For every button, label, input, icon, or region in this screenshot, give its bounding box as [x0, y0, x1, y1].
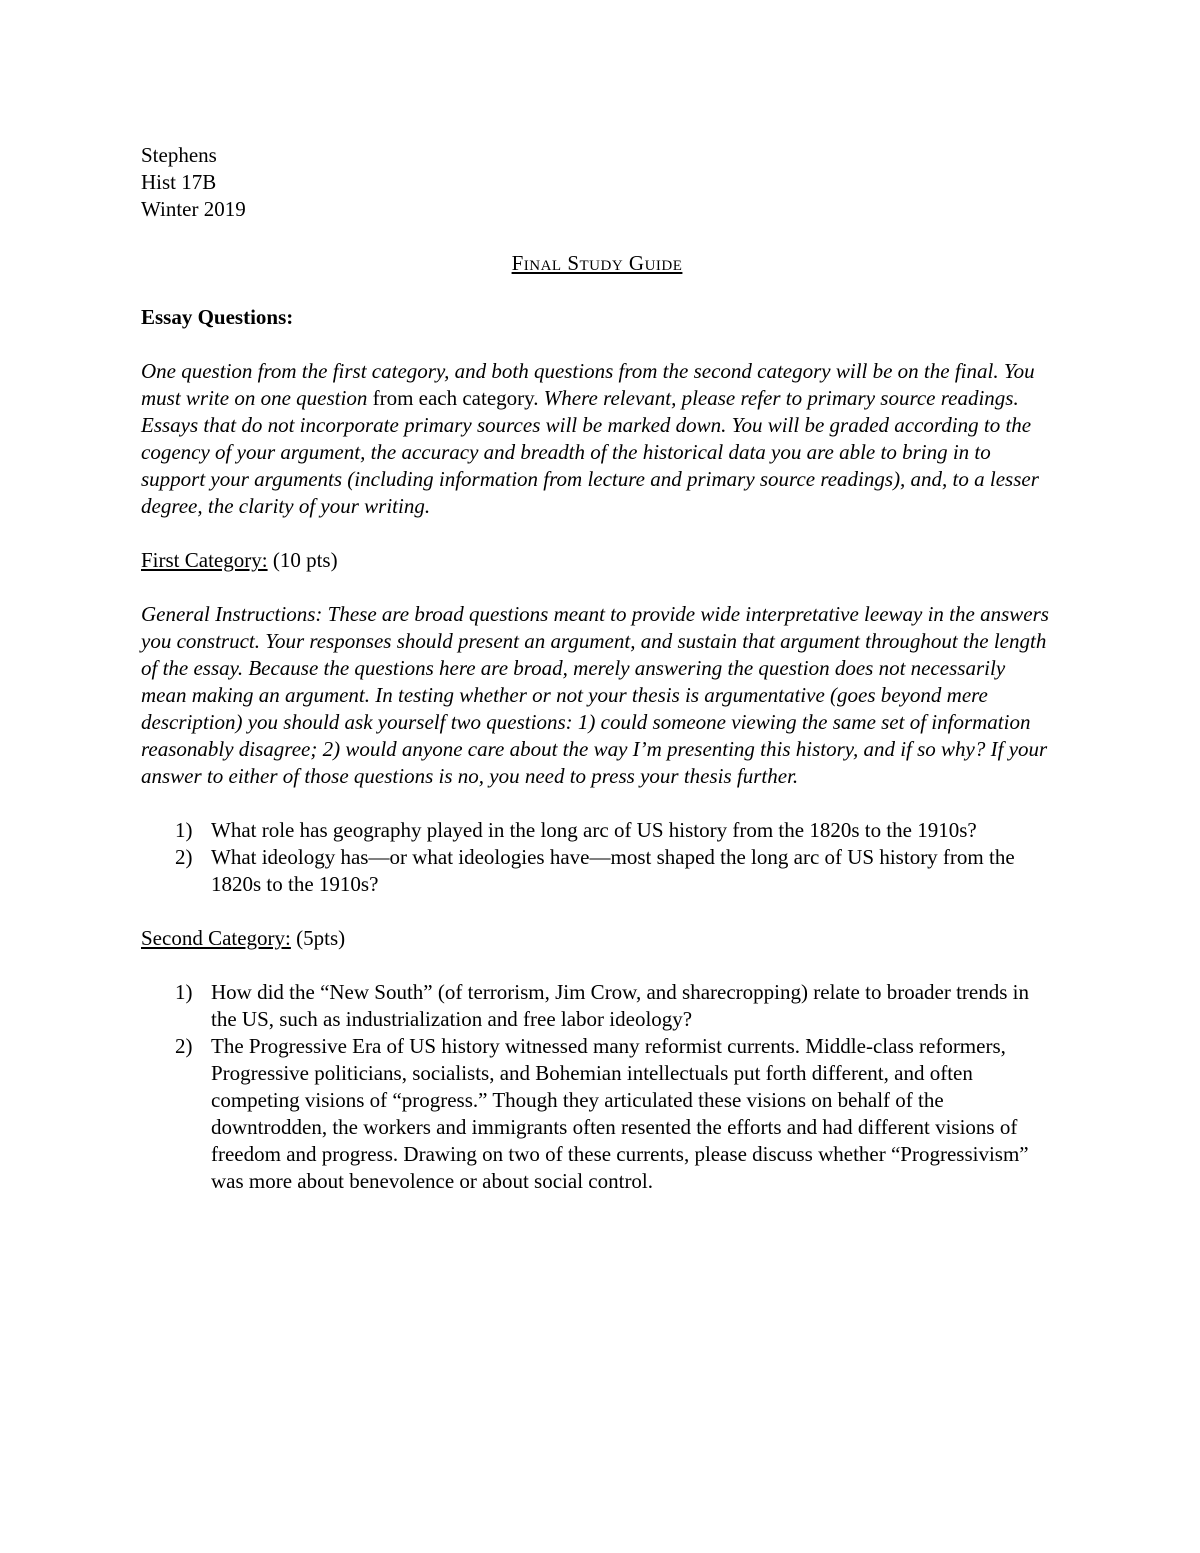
intro-part-3: Where relevant, please refer to primary source readings. Essays that do not incorporate primary sources will be marked down. You will be graded according to the cogency of your argument, the accuracy and breadth of the historical data you are able to bring in to support your arguments (including information from lecture and primary source readings), and, to a lesser degree, the clarity of your writing. [141, 386, 1039, 518]
intro-part-1: One question from the first category, and both questions from the second category will be on the final. You must write on one question [141, 359, 1035, 410]
second-category-points: (5pts) [290, 926, 346, 950]
list-item [141, 844, 1053, 898]
list-item [141, 1033, 1053, 1195]
first-category-questions [141, 817, 1053, 898]
question-text: The Progressive Era of US history witnessed many reformist currents. Middle-class reformers, Progressive politicians, socialists, and Bohemian intellectuals put forth different, and often competing visions of “progress.” Though they articulated these visions on behalf of the downtrodden, the workers and immigrants often resented the efforts and had different visions of freedom and progress. Drawing on two of these currents, please discuss whether “Progressivism” was more about benevolence or about social control. [211, 1034, 1029, 1193]
question-number: 1) [175, 818, 193, 842]
question-text: How did the “New South” (of terrorism, Jim Crow, and sharecropping) relate to broader trends in the US, such as industrialization and free labor ideology? [211, 980, 1029, 1031]
intro-paragraph [141, 358, 1053, 520]
document-page [141, 142, 1053, 1195]
list-item [141, 979, 1053, 1033]
essay-questions-heading: Essay Questions: [141, 305, 294, 329]
document-title: Final Study Guide [511, 251, 683, 275]
second-category-heading [141, 925, 1053, 952]
question-number: 2) [175, 1034, 193, 1058]
first-category-heading [141, 547, 1053, 574]
term: Winter 2019 [141, 197, 246, 221]
second-category-label: Second Category: [141, 926, 291, 950]
list-item [141, 817, 1053, 844]
second-category-questions [141, 979, 1053, 1195]
general-instructions: General Instructions: These are broad questions meant to provide wide interpretative leeway in the answers you construct. Your responses should present an argument, and sustain that argument throughout the length of the essay. Because the questions here are broad, merely answering the question does not necessarily mean making an argument. In testing whether or not your thesis is argumentative (goes beyond mere description) you should ask yourself two questions: 1) could someone viewing the same set of information reasonably disagree; 2) would anyone care about the way I’m presenting this history, and if so why? If your answer to either of those questions is no, you need to press your thesis further. [141, 602, 1049, 788]
question-number: 2) [175, 845, 193, 869]
intro-part-2: from each category. [367, 386, 544, 410]
question-text: What ideology has—or what ideologies have—most shaped the long arc of US history from the 1820s to the 1910s? [211, 845, 1015, 896]
author-name: Stephens [141, 143, 217, 167]
question-number: 1) [175, 980, 193, 1004]
first-category-label: First Category: [141, 548, 268, 572]
course-code: Hist 17B [141, 170, 217, 194]
first-category-points: (10 pts) [267, 548, 338, 572]
header-block [141, 142, 1053, 223]
question-text: What role has geography played in the long arc of US history from the 1820s to the 1910s? [211, 818, 977, 842]
